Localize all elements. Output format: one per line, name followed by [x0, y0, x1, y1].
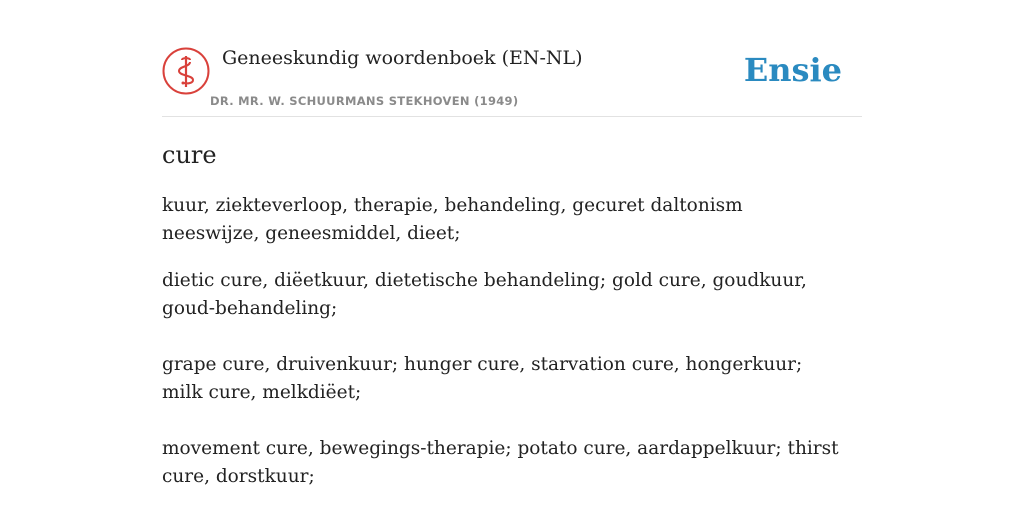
entry-paragraph: dietic cure, diëetkuur, dietetische behandeling; gold cure, goudkuur, goud-behandeling;: [162, 270, 807, 319]
brand-logo[interactable]: Ensie: [743, 51, 842, 89]
caduceus-icon[interactable]: [162, 47, 210, 95]
dictionary-title[interactable]: Geneeskundig woordenboek (EN-NL): [222, 47, 583, 69]
entry-paragraph: grape cure, druivenkuur; hunger cure, starvation cure, hongerkuur; milk cure, melkdiëet;: [162, 354, 803, 403]
dictionary-author: DR. MR. W. SCHUURMANS STEKHOVEN (1949): [210, 94, 519, 108]
entry-paragraph: movement cure, bewegings-therapie; potato cure, aardappelkuur; thirst cure, dorstkuur;: [162, 438, 839, 487]
dictionary-header: [162, 0, 862, 117]
headword: cure: [162, 141, 217, 169]
page: [162, 0, 862, 512]
entry-paragraph: kuur, ziekteverloop, therapie, behandeling, gecuret daltonism neeswijze, geneesmiddel, dieet;: [162, 195, 743, 244]
